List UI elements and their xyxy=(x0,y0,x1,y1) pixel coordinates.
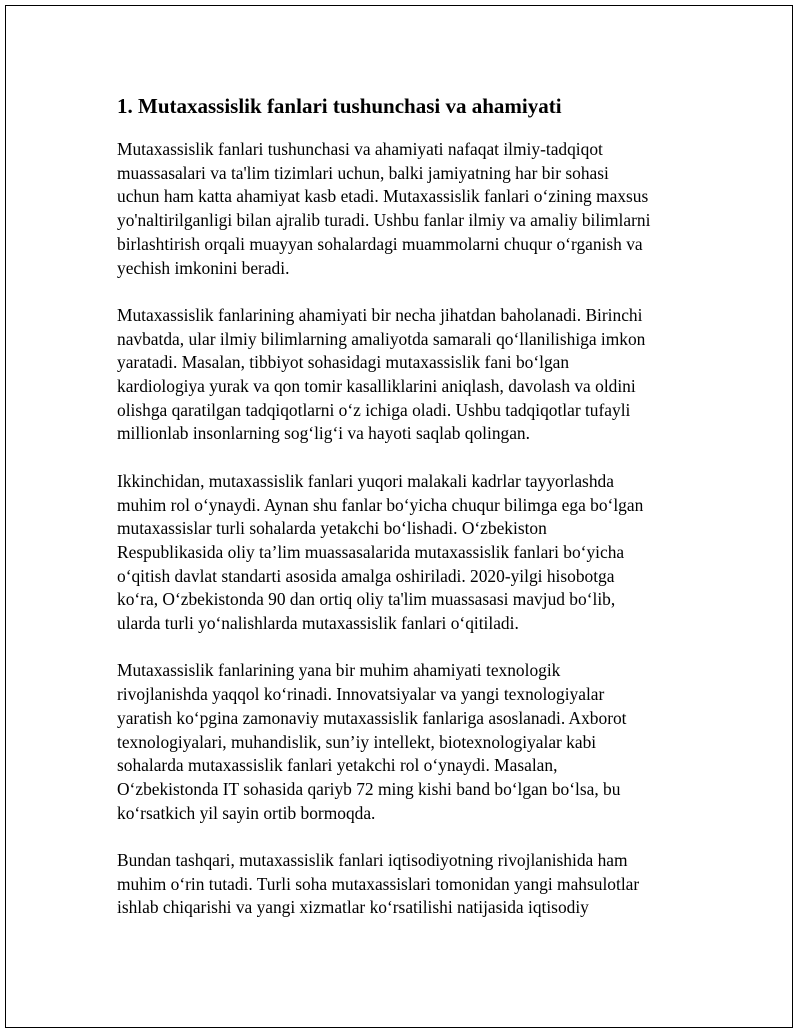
text-line: kardiologiya yurak va qon tomir kasalliklarini aniqlash, davolash va oldini xyxy=(117,376,636,397)
text-line: millionlab insonlarning sog‘lig‘i va hayoti saqlab qolingan. xyxy=(117,423,530,444)
text-line: birlashtirish orqali muayyan sohalardagi muammolarni chuqur o‘rganish va xyxy=(117,233,643,254)
document-body xyxy=(117,84,697,944)
text-line: sohalarda mutaxassislik fanlari yetakchi rol o‘ynaydi. Masalan, xyxy=(117,755,558,776)
text-line: ularda turli yo‘nalishlarda mutaxassislik fanlari o‘qitiladi. xyxy=(117,613,519,634)
text-line: Bundan tashqari, mutaxassislik fanlari iqtisodiyotning rivojlanishida ham xyxy=(117,850,628,871)
paragraph-5 xyxy=(117,849,697,920)
text-line: ko‘rsatkich yil sayin ortib bormoqda. xyxy=(117,802,376,823)
text-line: yaratish ko‘pgina zamonaviy mutaxassislik fanlariga asoslanadi. Axborot xyxy=(117,707,627,728)
section-heading: 1. Mutaxassislik fanlari tushunchasi va ahamiyati xyxy=(117,94,562,118)
text-line: Mutaxassislik fanlarining ahamiyati bir necha jihatdan baholanadi. Birinchi xyxy=(117,304,643,325)
text-line: yechish imkonini beradi. xyxy=(117,257,290,278)
text-line: Respublikasida oliy ta’lim muassasalarida mutaxassislik fanlari bo‘yicha xyxy=(117,541,625,562)
text-line: Mutaxassislik fanlari tushunchasi va ahamiyati nafaqat ilmiy-tadqiqot xyxy=(117,139,603,159)
text-line: yo'naltirilganligi bilan ajralib turadi. Ushbu fanlar ilmiy va amaliy bilimlarni xyxy=(117,210,651,231)
text-line: texnologiyalari, muhandislik, sun’iy intellekt, biotexnologiyalar kabi xyxy=(117,731,597,752)
text-line: olishga qaratilgan tadqiqotlarni o‘z ichiga oladi. Ushbu tadqiqotlar tufayli xyxy=(117,399,631,420)
text-line: ishlab chiqarishi va yangi xizmatlar ko‘rsatilishi natijasida iqtisodiy xyxy=(117,897,589,918)
text-line: o‘qitish davlat standarti asosida amalga oshiriladi. 2020-yilgi hisobotga xyxy=(117,565,615,586)
paragraph-2 xyxy=(117,304,697,446)
text-line: Ikkinchidan, mutaxassislik fanlari yuqori malakali kadrlar tayyorlashda xyxy=(117,470,614,491)
text-line: Mutaxassislik fanlarining yana bir muhim ahamiyati texnologik xyxy=(117,660,561,681)
text-line: yaratadi. Masalan, tibbiyot sohasidagi mutaxassislik fani bo‘lgan xyxy=(117,352,570,373)
text-line: ko‘ra, O‘zbekistonda 90 dan ortiq oliy ta'lim muassasasi mavjud bo‘lib, xyxy=(117,589,616,610)
text-line: muhim o‘rin tutadi. Turli soha mutaxassislari tomonidan yangi mahsulotlar xyxy=(117,873,640,894)
text-line: navbatda, ular ilmiy bilimlarning amaliyotda samarali qo‘llanilishiga imkon xyxy=(117,328,646,349)
text-line: muassasalari va ta'lim tizimlari uchun, balki jamiyatning har bir sohasi xyxy=(117,162,609,183)
text-line: O‘zbekistonda IT sohasida qariyb 72 ming kishi band bo‘lgan bo‘lsa, bu xyxy=(117,778,621,799)
text-line: mutaxassislar turli sohalarda yetakchi bo‘lishadi. O‘zbekiston xyxy=(117,518,547,539)
text-line: uchun ham katta ahamiyat kasb etadi. Mutaxassislik fanlari o‘zining maxsus xyxy=(117,186,649,207)
text-line: muhim rol o‘ynaydi. Aynan shu fanlar bo‘yicha chuqur bilimga ega bo‘lgan xyxy=(117,494,644,515)
text-line: rivojlanishda yaqqol ko‘rinadi. Innovatsiyalar va yangi texnologiyalar xyxy=(117,684,605,705)
paragraph-4 xyxy=(117,659,697,825)
paragraph-3 xyxy=(117,470,697,636)
paragraph-1 xyxy=(117,138,697,280)
